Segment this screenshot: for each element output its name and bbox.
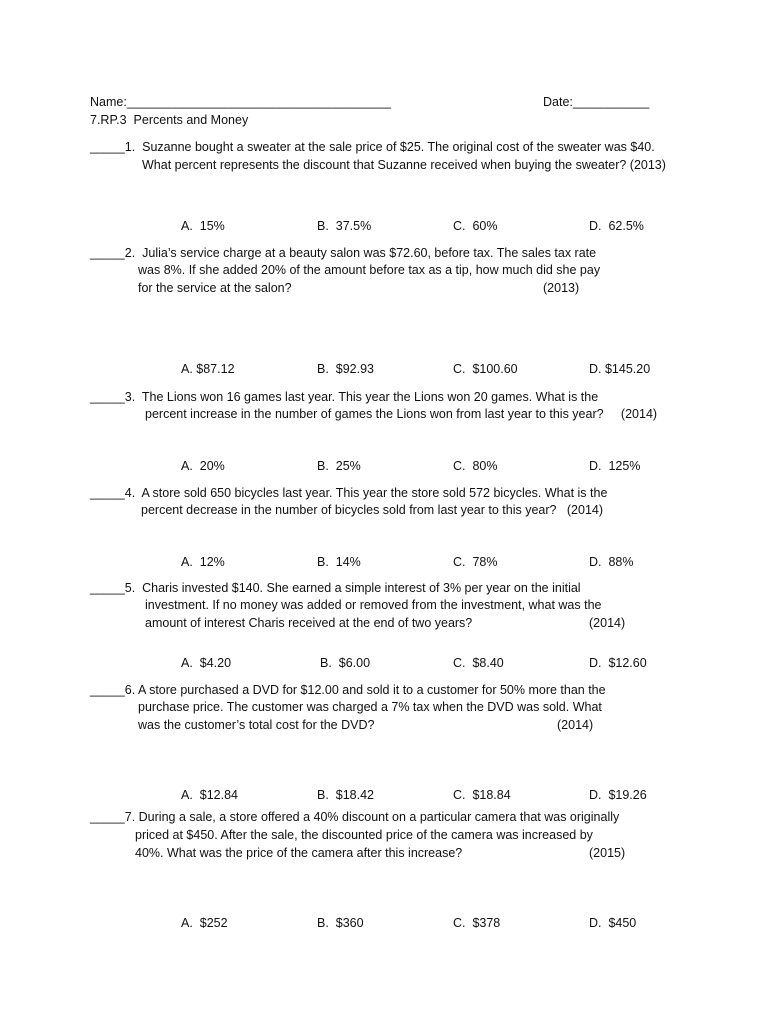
question-2-choice-a: A. $87.12	[181, 362, 235, 376]
question-6-choice-d: D. $19.26	[589, 788, 647, 802]
question-5-choice-c: C. $8.40	[453, 656, 504, 670]
question-7-line-2: priced at $450. After the sale, the discounted price of the camera was increased by	[135, 828, 593, 842]
date-line: Date:___________	[543, 95, 650, 109]
question-5-choice-d: D. $12.60	[589, 656, 647, 670]
question-6-line-1: _____6. A store purchased a DVD for $12.00 and sold it to a customer for 50% more than the	[90, 683, 606, 697]
question-2-line-1: _____2. Julia’s service charge at a beauty salon was $72.60, before tax. The sales tax rate	[90, 246, 597, 260]
question-1-line-1: _____1. Suzanne bought a sweater at the sale price of $25. The original cost of the sweater was $40.	[90, 140, 655, 154]
question-4-choice-d: D. 88%	[589, 555, 634, 569]
question-2-choice-d: D. $145.20	[589, 362, 651, 376]
question-4-choice-a: A. 12%	[181, 555, 225, 569]
question-2-line-3: for the service at the salon?	[138, 281, 292, 295]
question-3-choice-c: C. 80%	[453, 459, 498, 473]
question-6-choice-b: B. $18.42	[317, 788, 374, 802]
question-3-choice-b: B. 25%	[317, 459, 361, 473]
question-1-choice-b: B. 37.5%	[317, 219, 372, 233]
question-5-choice-b: B. $6.00	[320, 656, 371, 670]
question-1-line-2: What percent represents the discount that Suzanne received when buying the sweater? (2013)	[142, 158, 666, 172]
question-4-choice-c: C. 78%	[453, 555, 498, 569]
question-6-choice-a: A. $12.84	[181, 788, 238, 802]
question-6-year: (2014)	[557, 718, 594, 732]
question-1-choice-c: C. 60%	[453, 219, 498, 233]
question-1-choice-d: D. 62.5%	[589, 219, 644, 233]
question-5-line-2: investment. If no money was added or removed from the investment, what was the	[145, 598, 602, 612]
question-3-choice-a: A. 20%	[181, 459, 225, 473]
question-4-line-2: percent decrease in the number of bicycles sold from last year to this year? (2014)	[141, 503, 604, 517]
question-5-choice-a: A. $4.20	[181, 656, 232, 670]
name-line: Name:______________________________________	[90, 95, 391, 109]
question-7-choice-b: B. $360	[317, 916, 364, 930]
question-2-choice-c: C. $100.60	[453, 362, 518, 376]
question-7-choice-c: C. $378	[453, 916, 501, 930]
question-1-choice-a: A. 15%	[181, 219, 225, 233]
question-5-year: (2014)	[589, 616, 626, 630]
question-7-choice-d: D. $450	[589, 916, 637, 930]
question-5-line-1: _____5. Charis invested $140. She earned a simple interest of 3% per year on the initial	[90, 581, 581, 595]
question-2-year: (2013)	[543, 281, 580, 295]
question-2-line-2: was 8%. If she added 20% of the amount before tax as a tip, how much did she pay	[138, 263, 601, 277]
question-4-choice-b: B. 14%	[317, 555, 361, 569]
question-3-line-2: percent increase in the number of games the Lions won from last year to this year? (2014)	[145, 407, 658, 421]
question-2-choice-b: B. $92.93	[317, 362, 374, 376]
question-4-line-1: _____4. A store sold 650 bicycles last year. This year the store sold 572 bicycles. What is the	[90, 486, 608, 500]
question-7-line-1: _____7. During a sale, a store offered a 40% discount on a particular camera that was originally	[90, 810, 620, 824]
question-6-line-3: was the customer’s total cost for the DVD?	[138, 718, 375, 732]
question-3-choice-d: D. 125%	[589, 459, 641, 473]
question-5-line-3: amount of interest Charis received at the end of two years?	[145, 616, 473, 630]
question-7-line-3: 40%. What was the price of the camera after this increase?	[135, 846, 463, 860]
question-3-line-1: _____3. The Lions won 16 games last year. This year the Lions won 20 games. What is the	[90, 390, 599, 404]
worksheet-subtitle: 7.RP.3 Percents and Money	[90, 113, 249, 127]
question-7-choice-a: A. $252	[181, 916, 228, 930]
question-6-line-2: purchase price. The customer was charged a 7% tax when the DVD was sold. What	[138, 700, 602, 714]
question-6-choice-c: C. $18.84	[453, 788, 511, 802]
question-7-year: (2015)	[589, 846, 626, 860]
